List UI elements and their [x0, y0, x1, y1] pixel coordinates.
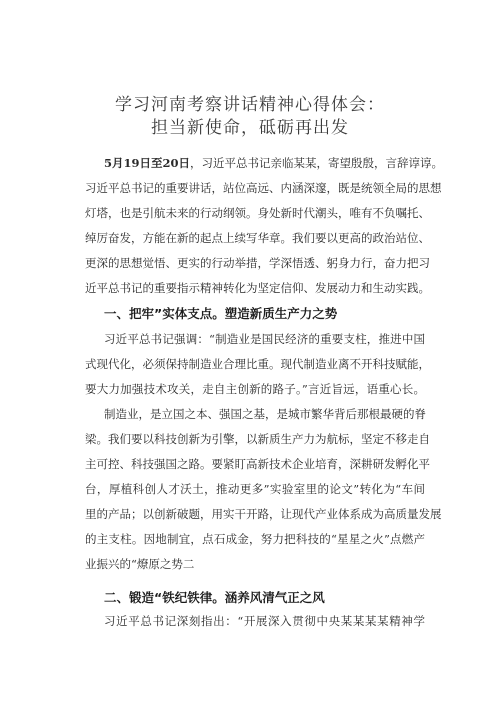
intro-line-1: [104, 155, 444, 171]
section-1-para-2-line-2: 梁。我们要以科技创新为引擎，以新质生产力为航标，坚定不移走自: [85, 432, 430, 446]
intro-date: 5月19日至20日: [104, 156, 191, 170]
section-1-para-2-line-3: 主可控、科技强国之路。要紧盯高新技术企业培育，深耕研发孵化平: [85, 457, 430, 471]
intro-line-2: 习近平总书记的重要讲话，站位高远、内涵深邃，既是统领全局的思想: [85, 181, 442, 195]
section-1-para-2-line-7: 业振兴的“燎原之势二: [85, 557, 195, 571]
section-1-para-2-line-4: 台，厚植科创人才沃土，推动更多”实验室里的论文”转化为“车间: [85, 482, 425, 496]
intro-line-3: 灯塔，也是引航未来的行动纲领。身处新时代潮头，唯有不负嘱托、: [85, 206, 430, 220]
section-1-heading: 一、把牢”实体支点。塑造新质生产力之势: [104, 306, 338, 321]
intro-line-1-rest: ，习近平总书记亲临某某，寄望殷殷，言辞谆谆。: [190, 156, 444, 170]
section-2-heading: 二、锻造“铁纪铁律。涵养风清气正之风: [104, 590, 325, 605]
section-1-para-2-line-6: 的主支柱。因地制宜，点石成金，努力把科技的“星星之火”点燃产: [85, 532, 425, 546]
intro-line-5: 更深的思想觉悟、更实的行动举措，学深悟透、躬身力行，奋力把习: [85, 256, 430, 270]
document-title-line-1: 学习河南考察讲话精神心得体会：: [115, 95, 385, 115]
section-1-para-2-line-5: 里的产品；以创新破题，用实干开路，让现代产业体系成为高质量发展: [85, 507, 442, 521]
document-title-line-2: 担当新使命，砥砺再出发: [151, 118, 349, 138]
intro-line-4: 绰厉奋发，方能在新的起点上续写华章。我们要以更高的政治站位、: [85, 231, 430, 245]
section-1-para-1-line-1: 习近平总书记强调：“制造业是国民经济的重要支柱，推进中国: [104, 332, 425, 346]
intro-line-6: 近平总书记的重要指示精神转化为坚定信仰、发展动力和生动实践。: [85, 281, 430, 295]
section-2-para-1-line-1: 习近平总书记深刻指出：“开展深入贯彻中央某某某某精神学: [104, 614, 425, 628]
section-1-para-1-line-3: 要大力加强技术攻关，走自主创新的路子。”言近旨远，语重心长。: [85, 382, 425, 396]
section-1-para-2-line-1: 制造业，是立国之本、强国之基，是城市繁华背后那根最硬的脊: [104, 407, 426, 421]
section-1-para-1-line-2: 式现代化，必须保持制造业合理比重。现代制造业离不开科技赋能，: [85, 357, 430, 371]
